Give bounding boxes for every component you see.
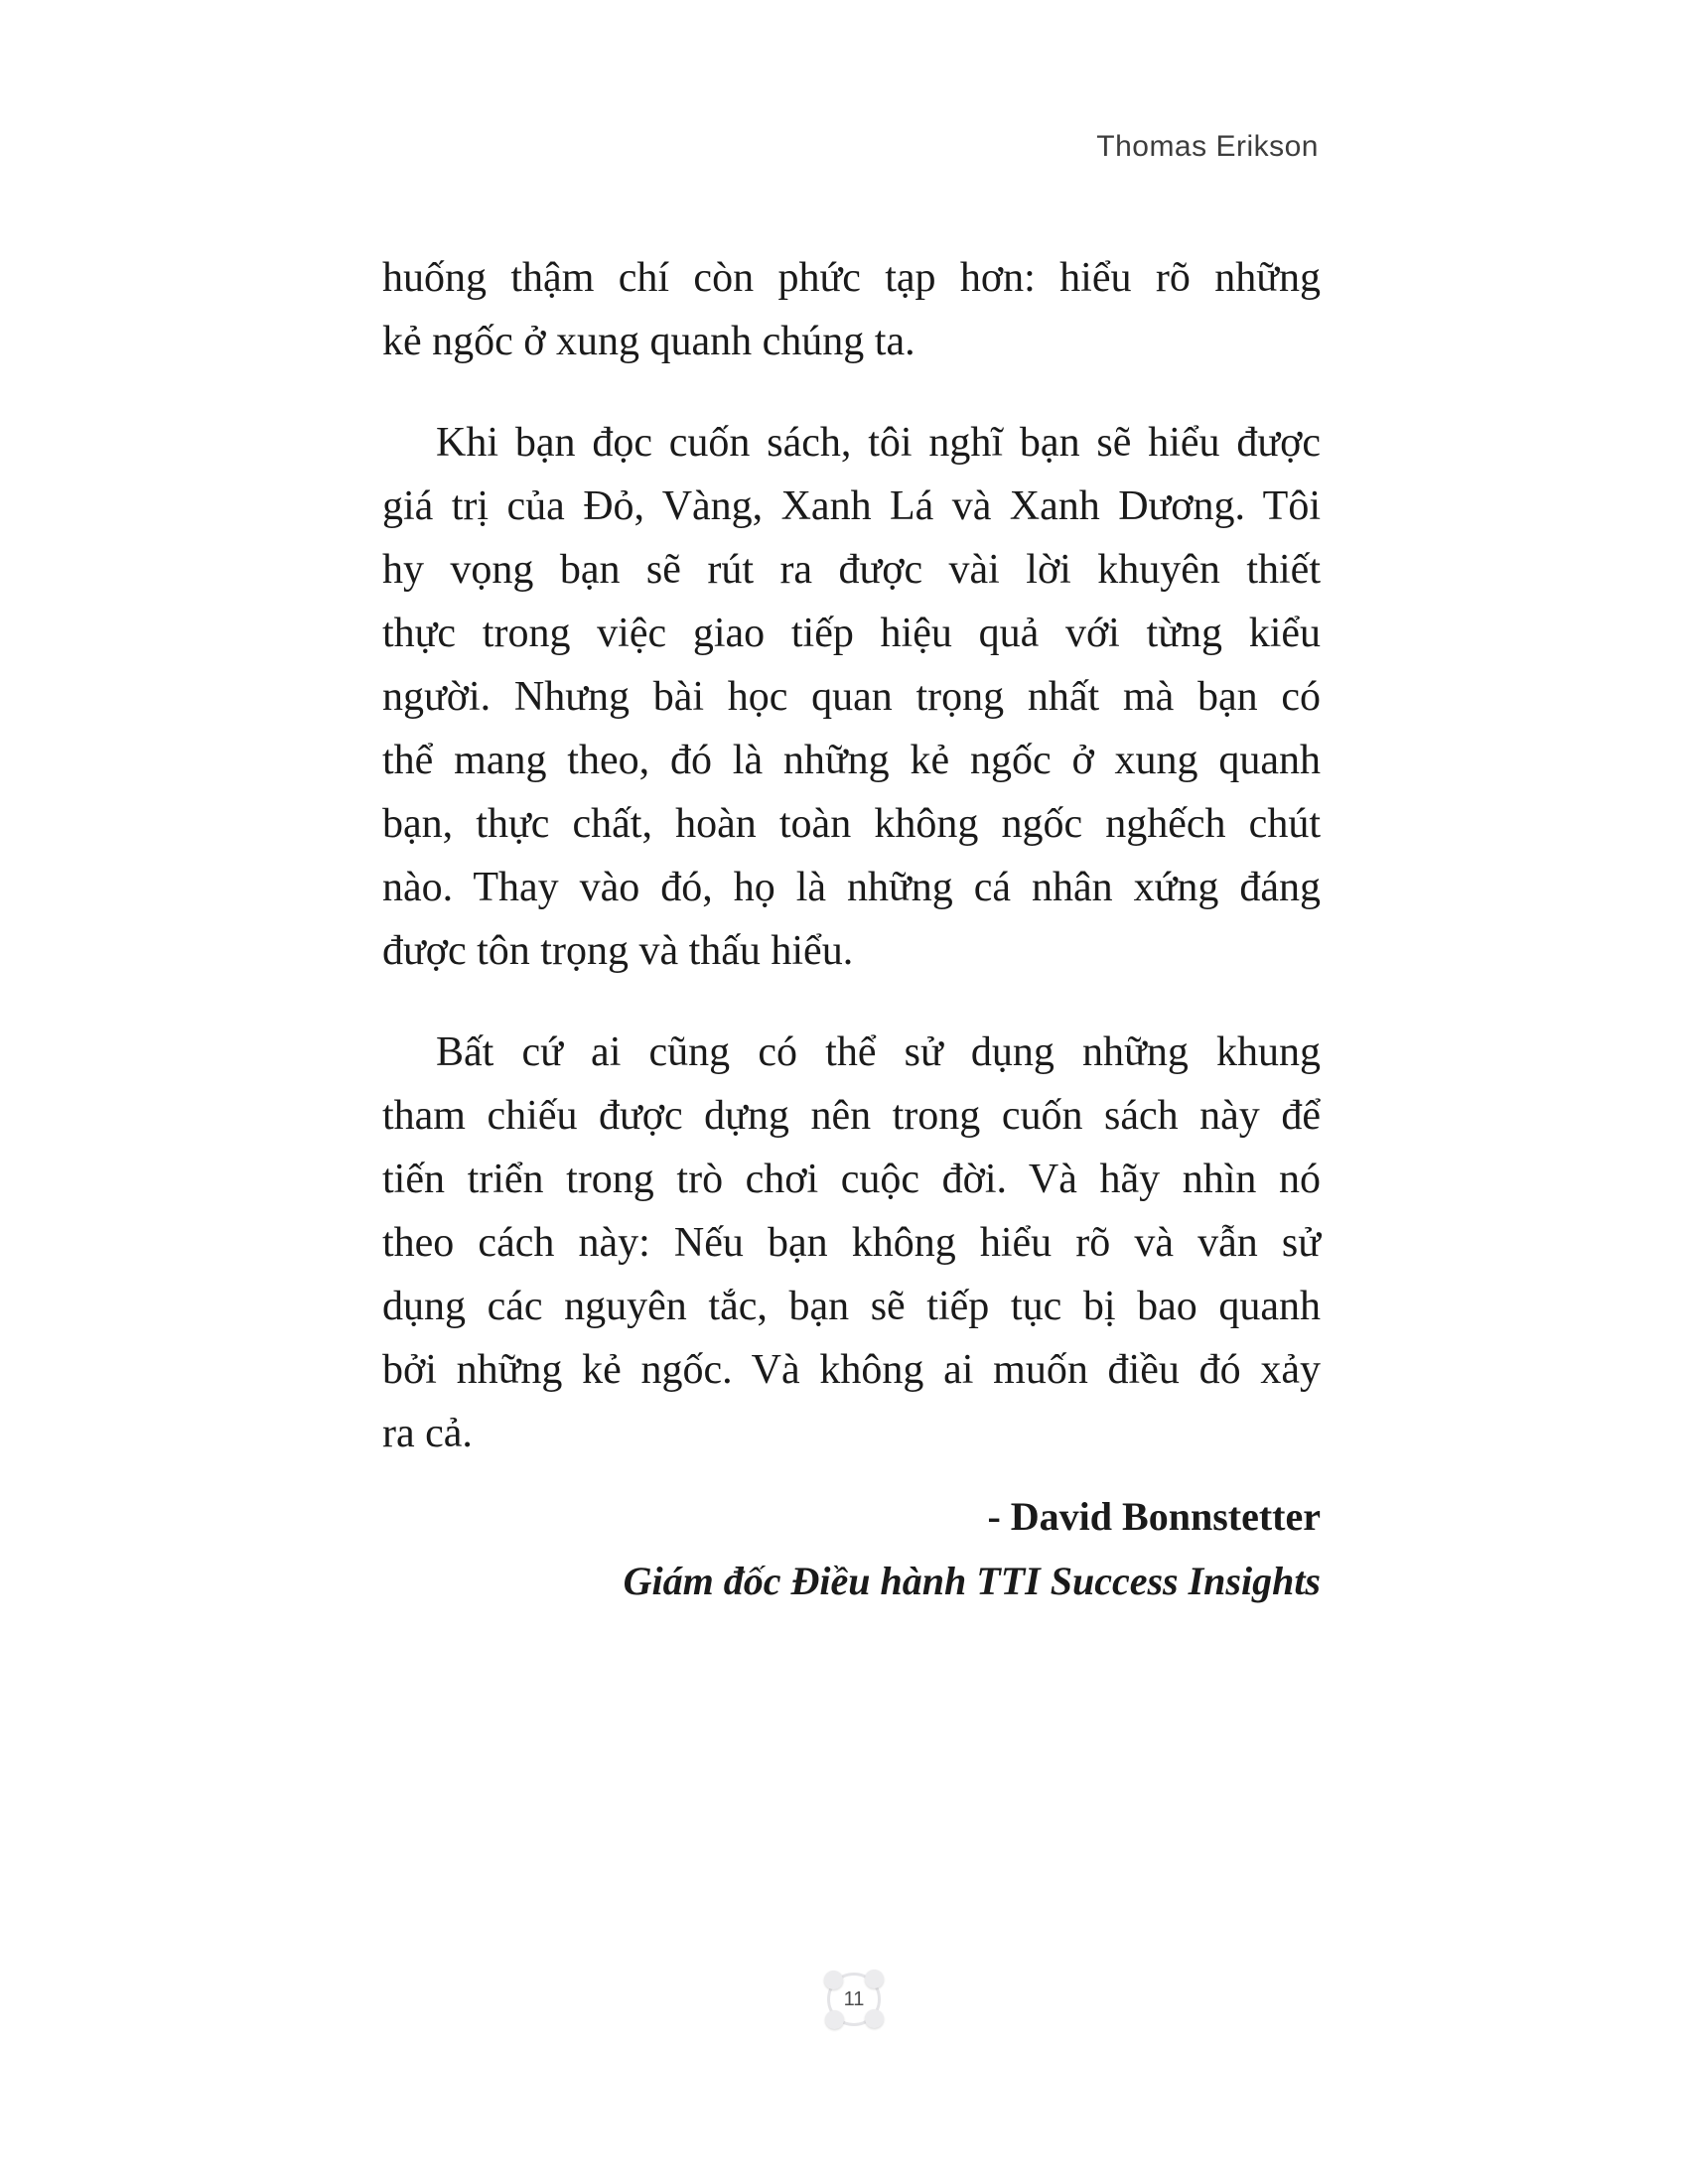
text-line: thể mang theo, đó là những kẻ ngốc ở xung quanh xyxy=(382,738,1321,783)
text-line: ra cả. xyxy=(382,1411,473,1456)
signature-block xyxy=(382,1485,1321,1614)
text-line: dụng các nguyên tắc, bạn sẽ tiếp tục bị bao quanh xyxy=(382,1284,1321,1329)
paragraph xyxy=(382,411,1321,983)
running-header-author: Thomas Erikson xyxy=(1096,130,1319,163)
signature-author-title: Giám đốc Điều hành TTI Success Insights xyxy=(623,1559,1321,1603)
text-line: người. Nhưng bài học quan trọng nhất mà bạn có xyxy=(382,674,1321,720)
text-line: nào. Thay vào đó, họ là những cá nhân xứng đáng xyxy=(382,865,1321,910)
text-line: theo cách này: Nếu bạn không hiểu rõ và vẫn sử xyxy=(382,1220,1321,1266)
page-number: 11 xyxy=(843,1987,865,2010)
body-text-block xyxy=(382,246,1321,1614)
text-line: bạn, thực chất, hoàn toàn không ngốc nghếch chút xyxy=(382,801,1321,847)
paragraph xyxy=(382,246,1321,373)
text-line: huống thậm chí còn phức tạp hơn: hiểu rõ những xyxy=(382,255,1321,301)
text-line: Khi bạn đọc cuốn sách, tôi nghĩ bạn sẽ hiểu được xyxy=(436,420,1321,466)
signature-author-name: - David Bonnstetter xyxy=(987,1494,1321,1539)
text-line: tiến triển trong trò chơi cuộc đời. Và hãy nhìn nó xyxy=(382,1157,1321,1202)
paragraph xyxy=(382,1021,1321,1465)
text-line: bởi những kẻ ngốc. Và không ai muốn điều đó xảy xyxy=(382,1347,1321,1393)
text-line: giá trị của Đỏ, Vàng, Xanh Lá và Xanh Dương. Tôi xyxy=(382,483,1321,529)
text-line: được tôn trọng và thấu hiểu. xyxy=(382,928,854,974)
text-line: Bất cứ ai cũng có thể sử dụng những khung xyxy=(436,1029,1321,1075)
page-number-ornament xyxy=(824,1970,884,2029)
text-line: kẻ ngốc ở xung quanh chúng ta. xyxy=(382,319,915,364)
text-line: tham chiếu được dựng nên trong cuốn sách này để xyxy=(382,1093,1321,1139)
text-line: thực trong việc giao tiếp hiệu quả với từng kiểu xyxy=(382,611,1321,656)
text-line: hy vọng bạn sẽ rút ra được vài lời khuyên thiết xyxy=(382,547,1321,593)
